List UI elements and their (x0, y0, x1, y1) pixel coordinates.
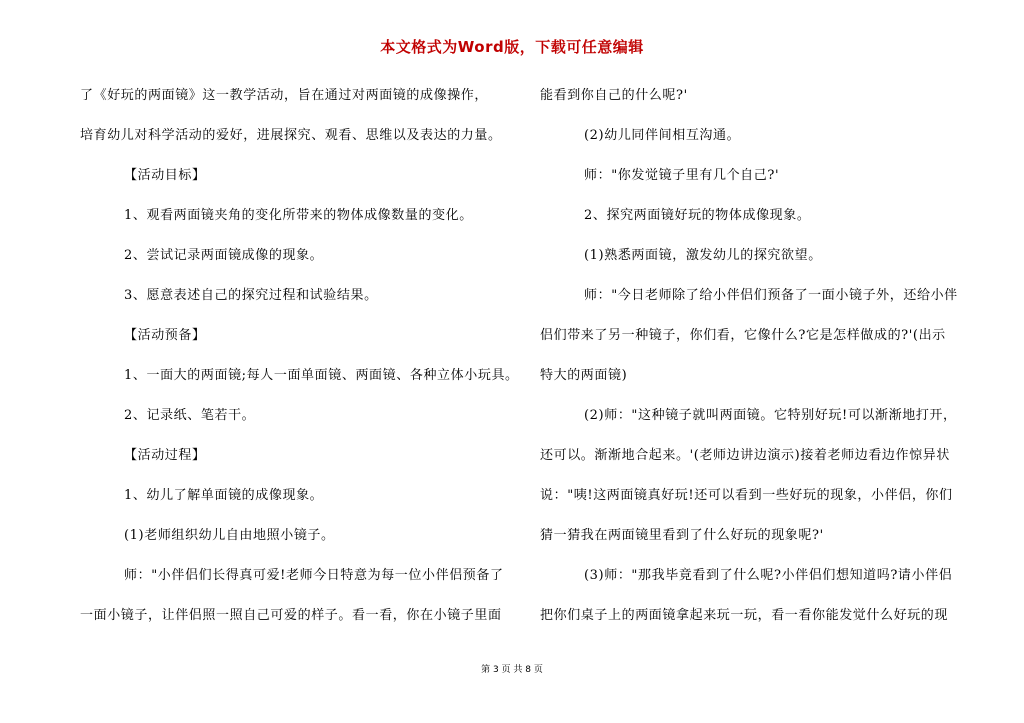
text-line: 1、幼儿了解单面镜的成像现象。 (124, 488, 324, 503)
text-line: 说："咦!这两面镜真好玩!还可以看到一些好玩的现象，小伴侣，你们 (540, 488, 953, 503)
section-heading: 【活动过程】 (124, 448, 206, 463)
text-line: 把你们桌子上的两面镜拿起来玩一玩，看一看你能发觉什么好玩的现 (540, 608, 949, 623)
text-line: 猜一猜我在两面镜里看到了什么好玩的现象呢?' (540, 528, 824, 543)
text-line: (2)师："这种镜子就叫两面镜。它特别好玩!可以渐渐地打开， (584, 408, 957, 423)
text-line: 1、一面大的两面镜;每人一面单面镜、两面镜、各种立体小玩具。 (124, 368, 519, 383)
text-line: 培育幼儿对科学活动的爱好，进展探究、观看、思维以及表达的力量。 (80, 128, 502, 143)
text-line: 2、尝试记录两面镜成像的现象。 (124, 248, 324, 263)
text-line: 了《好玩的两面镜》这一教学活动，旨在通过对两面镜的成像操作， (80, 88, 489, 103)
text-line: 侣们带来了另一种镜子，你们看，它像什么?它是怎样做成的?'(出示 (540, 328, 946, 343)
text-line: 一面小镜子，让伴侣照一照自己可爱的样子。看一看，你在小镜子里面 (80, 608, 502, 623)
text-line: (1)熟悉两面镜，激发幼儿的探究欲望。 (584, 248, 822, 263)
text-line: 师："今日老师除了给小伴侣们预备了一面小镜子外，还给小伴 (584, 288, 958, 303)
text-line: 师："你发觉镜子里有几个自己?' (584, 168, 780, 183)
page-number: 第 3 页 共 8 页 (481, 665, 543, 675)
text-line: 师："小伴侣们长得真可爱!老师今日特意为每一位小伴侣预备了 (124, 568, 504, 583)
text-line: (1)老师组织幼儿自由地照小镜子。 (124, 528, 335, 543)
section-heading: 【活动预备】 (124, 328, 206, 343)
text-line: 特大的两面镜) (540, 368, 628, 383)
text-line: 1、观看两面镜夹角的变化所带来的物体成像数量的变化。 (124, 208, 473, 223)
text-line: (2)幼儿同伴间相互沟通。 (584, 128, 741, 143)
text-line: 还可以。渐渐地合起来。'(老师边讲边演示)接着老师边看边作惊异状 (540, 448, 950, 463)
text-line: (3)师："那我毕竟看到了什么呢?小伴侣们想知道吗?请小伴侣 (584, 568, 953, 583)
text-line: 2、记录纸、笔若干。 (124, 408, 256, 423)
text-line: 能看到你自己的什么呢?' (540, 88, 688, 103)
document-banner: 本文格式为Word版，下载可任意编辑 (380, 38, 644, 56)
text-line: 2、探究两面镜好玩的物体成像现象。 (584, 208, 811, 223)
text-line: 3、愿意表述自己的探究过程和试验结果。 (124, 288, 378, 303)
section-heading: 【活动目标】 (124, 168, 206, 183)
